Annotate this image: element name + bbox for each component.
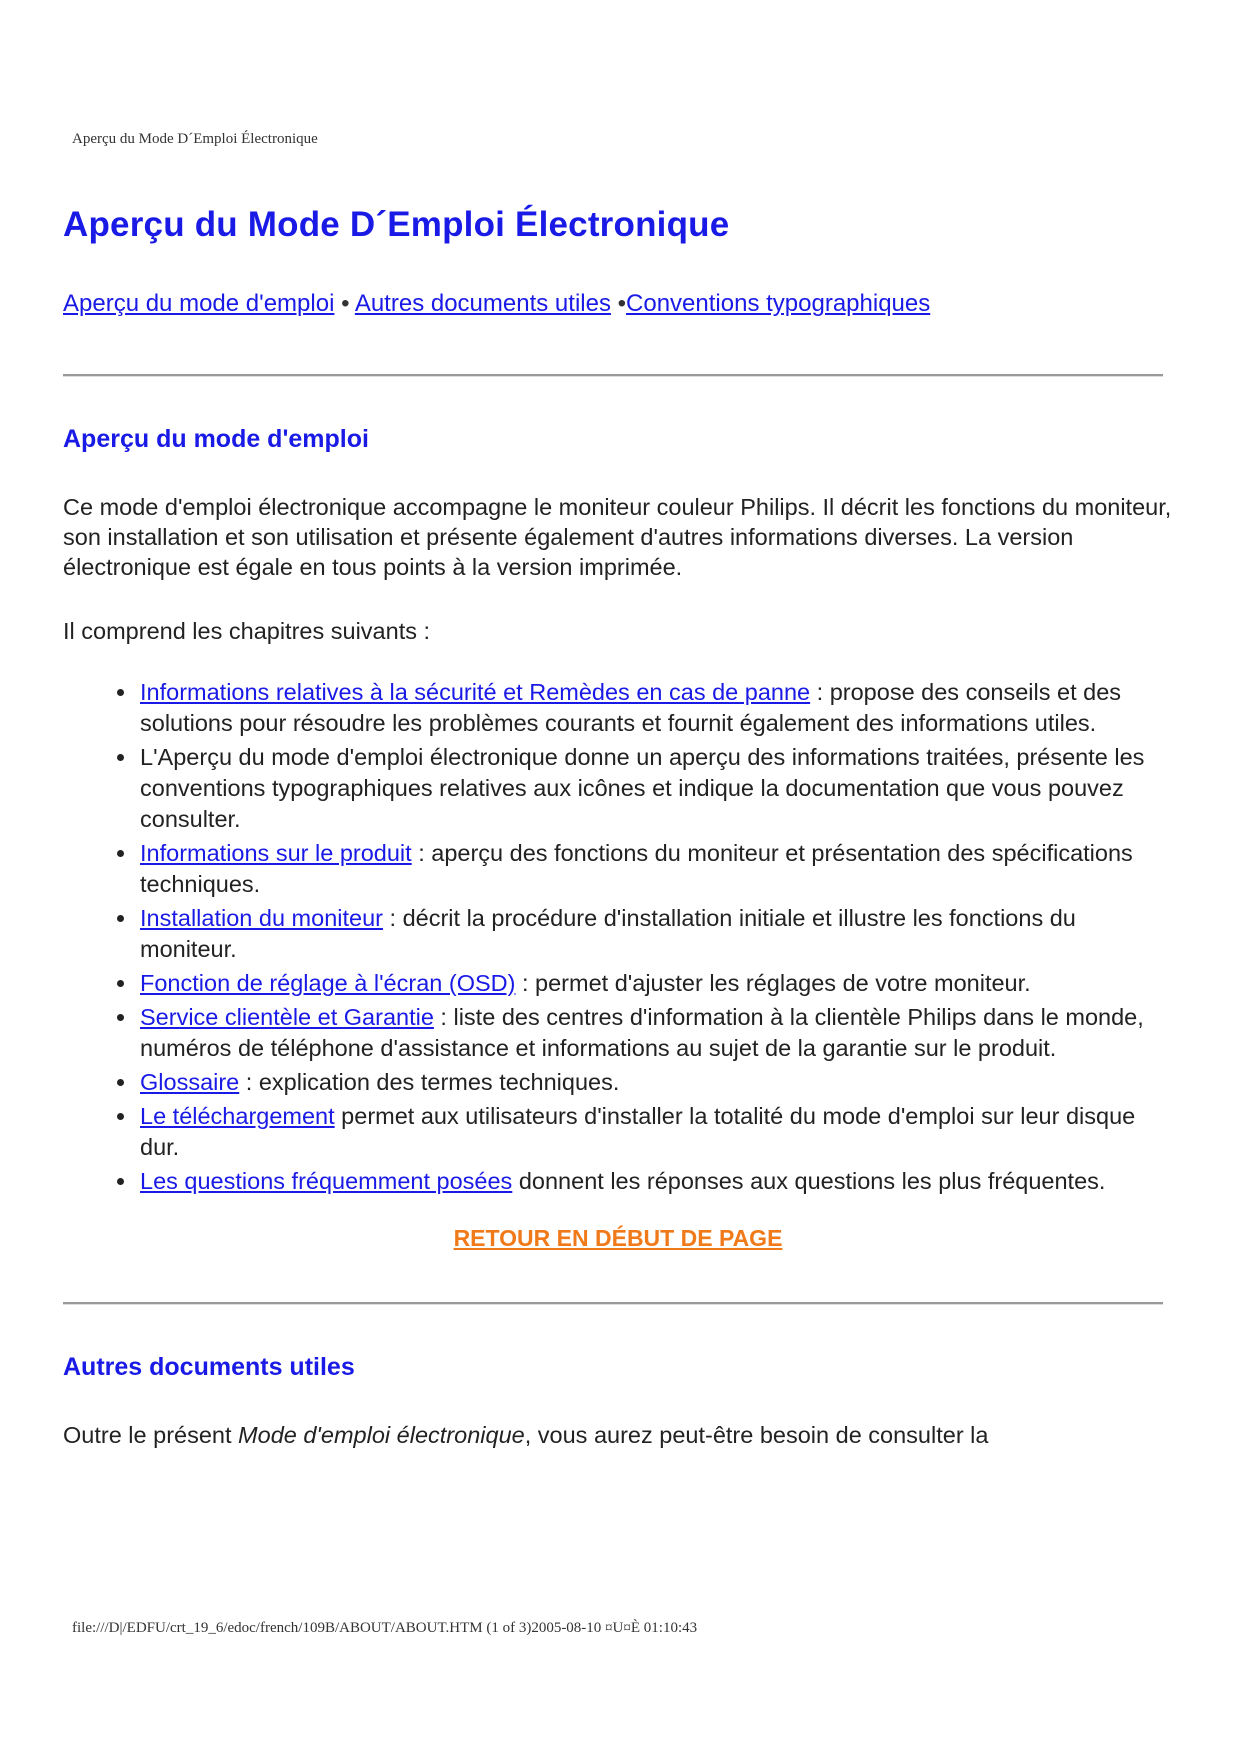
nav-separator: • bbox=[334, 290, 355, 317]
print-header: Aperçu du Mode D´Emploi Électronique bbox=[72, 131, 318, 147]
link-autres-documents[interactable]: Autres documents utiles bbox=[354, 290, 611, 317]
list-item bbox=[138, 1166, 1173, 1197]
autres-documents-paragraph bbox=[63, 1420, 1173, 1450]
section-heading-autres-documents: Autres documents utiles bbox=[63, 1353, 355, 1381]
main-content bbox=[63, 205, 1173, 1450]
list-item-text: : aperçu des fonctions du moniteur et présentation des spécifications techniques. bbox=[140, 840, 1133, 897]
link-faq[interactable]: Les questions fréquemment posées bbox=[140, 1168, 513, 1194]
list-item-text: : propose des conseils et des solutions pour résoudre les problèmes courants et fournit également des informations utiles. bbox=[140, 679, 1122, 736]
nav-separator: • bbox=[610, 290, 627, 317]
paragraph-text: Outre le présent bbox=[63, 1422, 239, 1448]
page-title: Aperçu du Mode D´Emploi Électronique bbox=[63, 205, 730, 244]
link-produit[interactable]: Informations sur le produit bbox=[140, 840, 412, 866]
list-item bbox=[138, 742, 1173, 835]
link-telechargement[interactable]: Le téléchargement bbox=[140, 1103, 335, 1129]
link-conventions[interactable]: Conventions typographiques bbox=[626, 290, 931, 317]
list-item-text: : permet d'ajuster les réglages de votre moniteur. bbox=[515, 970, 1031, 996]
back-to-top-link[interactable]: RETOUR EN DÉBUT DE PAGE bbox=[453, 1225, 783, 1251]
link-apercu[interactable]: Aperçu du mode d'emploi bbox=[63, 290, 335, 317]
top-navigation bbox=[63, 290, 1173, 318]
print-footer: file:///D|/EDFU/crt_19_6/edoc/french/109B/ABOUT/ABOUT.HTM (1 of 3)2005-08-10 ¤U¤È 01:10:43 bbox=[72, 1620, 698, 1636]
divider bbox=[63, 1302, 1163, 1305]
paragraph-emphasis: Mode d'emploi électronique bbox=[238, 1422, 525, 1448]
back-to-top bbox=[63, 1225, 1173, 1252]
list-item-text: permet aux utilisateurs d'installer la totalité du mode d'emploi sur leur disque dur. bbox=[140, 1103, 1136, 1160]
divider bbox=[63, 374, 1163, 377]
list-item-text: : explication des termes techniques. bbox=[239, 1069, 620, 1095]
list-item-text: : liste des centres d'information à la clientèle Philips dans le monde, numéros de téléphone d'assistance et informations au sujet de la garantie sur le produit. bbox=[140, 1004, 1144, 1061]
list-item-text: L'Aperçu du mode d'emploi électronique donne un aperçu des informations traitées, présente les conventions typographiques relatives aux icônes et indique la documentation que vous pouvez consulter. bbox=[140, 744, 1145, 832]
chapters-intro: Il comprend les chapitres suivants : bbox=[63, 618, 431, 644]
list-item bbox=[138, 1101, 1173, 1163]
list-item bbox=[138, 677, 1173, 739]
list-item bbox=[138, 1067, 1173, 1098]
link-glossaire[interactable]: Glossaire bbox=[140, 1069, 240, 1095]
chapter-list bbox=[63, 677, 1173, 1197]
list-item-text: : décrit la procédure d'installation initiale et illustre les fonctions du moniteur. bbox=[140, 905, 1076, 962]
list-item bbox=[138, 968, 1173, 999]
intro-paragraph: Ce mode d'emploi électronique accompagne le moniteur couleur Philips. Il décrit les fonctions du moniteur, son installation et son utilisation et présente également d'autres informations diverses. La version électronique est égale en tous points à la version imprimée. bbox=[63, 494, 1172, 580]
list-item bbox=[138, 1002, 1173, 1064]
link-securite[interactable]: Informations relatives à la sécurité et Remèdes en cas de panne bbox=[140, 679, 811, 705]
list-item bbox=[138, 838, 1173, 900]
list-item-text: donnent les réponses aux questions les plus fréquentes. bbox=[512, 1168, 1106, 1194]
link-installation[interactable]: Installation du moniteur bbox=[140, 905, 383, 931]
paragraph-text: , vous aurez peut-être besoin de consulter la bbox=[524, 1422, 989, 1448]
list-item bbox=[138, 903, 1173, 965]
link-service-clientele[interactable]: Service clientèle et Garantie bbox=[140, 1004, 434, 1030]
link-osd[interactable]: Fonction de réglage à l'écran (OSD) bbox=[140, 970, 516, 996]
section-heading-apercu: Aperçu du mode d'emploi bbox=[63, 425, 369, 453]
